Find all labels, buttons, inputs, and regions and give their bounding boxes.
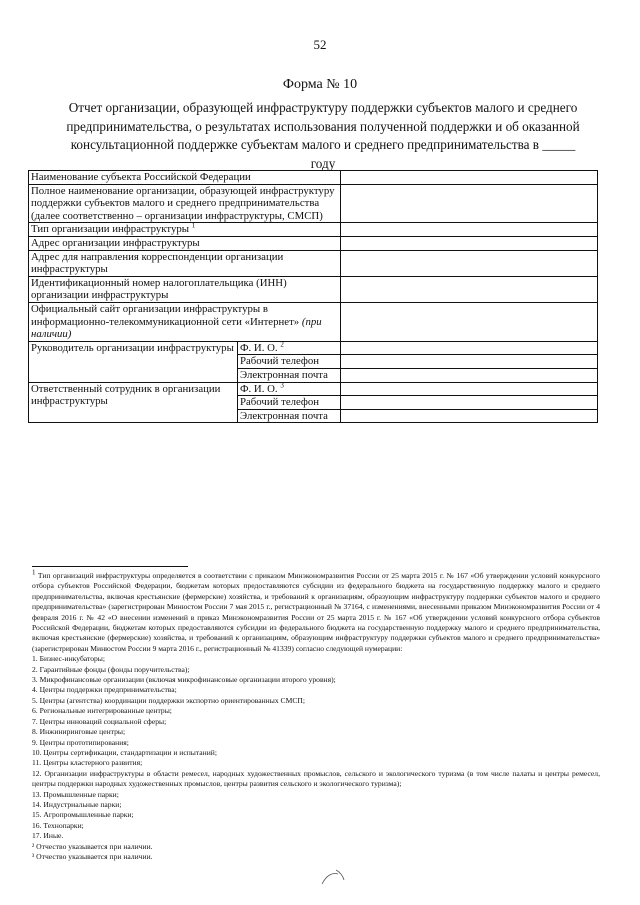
list-item: 2. Гарантийные фонды (фонды поручительства); <box>32 664 190 674</box>
label-address: Адрес организации инфраструктуры <box>29 236 341 250</box>
list-item: 11. Центры кластерного развития; <box>32 758 143 768</box>
footnote-divider <box>32 566 188 567</box>
label-full-name: Полное наименование организации, образующей инфраструктуру поддержки субъектов малого и среднего предпринимательства (далее соответственно – организации инфраструктуры, СМСП) <box>29 184 341 223</box>
table-row <box>29 223 598 237</box>
list-item: 8. Инжиниринговые центры; <box>32 727 126 737</box>
list-item: 12. Организации инфраструктуры в области ремесел, народных художественных промыслов, сельского и экологического туризма (в том числе палаты и центры ремесел, центры поддержки народных художественных промыслов, центры развития сельского и экологического туризма); <box>32 768 600 789</box>
value-website[interactable] <box>341 302 598 341</box>
label-website <box>29 302 341 341</box>
label-head-fio <box>238 341 341 355</box>
footnote-ref-1: 1 <box>191 221 196 230</box>
report-form-table <box>28 170 598 423</box>
pen-mark-icon <box>318 862 348 892</box>
list-item: 6. Региональные интегрированные центры; <box>32 706 172 716</box>
table-row <box>29 302 598 341</box>
value-resp-email[interactable] <box>341 409 598 423</box>
list-item: 1. Бизнес-инкубаторы; <box>32 654 106 664</box>
list-item: 17. Иные. <box>32 831 64 841</box>
value-org-type[interactable] <box>341 223 598 237</box>
footnote-ref-3: 3 <box>280 380 284 389</box>
value-head-email[interactable] <box>341 368 598 382</box>
list-item: 16. Технопарки; <box>32 820 84 830</box>
list-item: 3. Микрофинансовые организации (включая микрофинансовые организации второго уровня); <box>32 675 336 685</box>
label-resp-fio <box>238 382 341 396</box>
footnote-1 <box>32 568 600 654</box>
label-head: Руководитель организации инфраструктуры <box>29 341 238 382</box>
value-head-fio[interactable] <box>341 341 598 355</box>
list-item: 10. Центры сертификации, стандартизации и испытаний; <box>32 747 217 757</box>
value-inn[interactable] <box>341 276 598 302</box>
list-item: 13. Промышленные парки; <box>32 789 119 799</box>
head-fio-text: Ф. И. О. <box>240 341 278 354</box>
page-number: 52 <box>313 37 327 52</box>
list-item: 7. Центры инноваций социальной сферы; <box>32 716 167 726</box>
table-row <box>29 236 598 250</box>
list-item: 14. Индустриальные парки; <box>32 799 122 809</box>
table-row <box>29 341 598 355</box>
value-subject-name[interactable] <box>341 171 598 185</box>
label-responsible: Ответственный сотрудник в организации инфраструктуры <box>29 382 238 423</box>
infrastructure-type-list <box>32 654 600 841</box>
value-address[interactable] <box>341 236 598 250</box>
resp-fio-text: Ф. И. О. <box>240 382 278 395</box>
document-heading: Отчет организации, образующей инфраструктуру поддержки субъектов малого и среднего предпринимательства, о результатах использования полученной поддержки и об оказанной консультационной поддержке субъектам малого и среднего предпринимательства в _____ году <box>66 100 580 171</box>
list-item: 5. Центры (агентства) координации поддержки экспортно ориентированных СМСП; <box>32 695 306 705</box>
table-row <box>29 250 598 276</box>
table-row <box>29 382 598 396</box>
value-resp-fio[interactable] <box>341 382 598 396</box>
org-type-text: Тип организации инфраструктуры <box>31 223 190 236</box>
label-inn: Идентификационный номер налогоплательщика (ИНН) организации инфраструктуры <box>29 276 341 302</box>
footnotes <box>32 568 600 862</box>
footnote-2: ² Отчество указывается при наличии. <box>32 841 153 851</box>
table-row <box>29 171 598 185</box>
label-head-phone: Рабочий телефон <box>238 355 341 369</box>
label-subject-name: Наименование субъекта Российской Федерации <box>29 171 341 185</box>
label-head-email: Электронная почта <box>238 368 341 382</box>
footnote-1-text: Тип организаций инфраструктуры определяется в соответствии с приказом Минэкономразвития России от 25 марта 2015 г. № 167 «Об утверждении условий конкурсного отбора субъектов Российской Федерации, бюджетам которых предоставляются субсидии из федерального бюджета на государственную поддержку малого и среднего предпринимательства, включая крестьянские (фермерские) хозяйства, и требований к организациям, образующим инфраструктуру поддержки субъектов малого и среднего предпринимательства» (зарегистрирован Минюстом России 7 мая 2015 г., регистрационный № 37164, с изменениями, внесенными приказом Минэкономразвития России от 4 февраля 2016 г. № 42 «О внесении изменений в приказ Минэкономразвития России от 25 марта 2015 г. № 167 «Об утверждении условий конкурсного отбора субъектов Российской Федерации, бюджетам которых предоставляются субсидии из федерального бюджета на государственную поддержку малого и среднего предпринимательства, включая крестьянские (фермерские) хозяйства, и требований к организациям, образующим инфраструктуру поддержки субъектов малого и среднего предпринимательства» (зарегистрирован Минюстом России 9 марта 2016 г., регистрационный № 41339) согласно следующей нумерации: <box>32 571 600 653</box>
label-resp-phone: Рабочий телефон <box>238 396 341 410</box>
form-title: Форма № 10 <box>282 77 358 92</box>
label-org-type <box>29 223 341 237</box>
footnote-3: ³ Отчество указывается при наличии. <box>32 851 153 861</box>
website-text: Официальный сайт организации инфраструктуры в информационно-телекоммуникационной сети «Интернет» <box>31 302 300 328</box>
label-resp-email: Электронная почта <box>238 409 341 423</box>
value-head-phone[interactable] <box>341 355 598 369</box>
list-item: 15. Агропромышленные парки; <box>32 810 134 820</box>
footnote-ref-2: 2 <box>280 340 284 349</box>
list-item: 9. Центры прототипирования; <box>32 737 129 747</box>
footnote-1-mark: 1 <box>32 568 36 577</box>
table-row <box>29 276 598 302</box>
value-resp-phone[interactable] <box>341 396 598 410</box>
value-full-name[interactable] <box>341 184 598 223</box>
list-item: 4. Центры поддержки предпринимательства; <box>32 685 177 695</box>
table-row <box>29 184 598 223</box>
value-corr-address[interactable] <box>341 250 598 276</box>
website-note: (при наличии) <box>31 315 322 341</box>
label-corr-address: Адрес для направления корреспонденции организации инфраструктуры <box>29 250 341 276</box>
